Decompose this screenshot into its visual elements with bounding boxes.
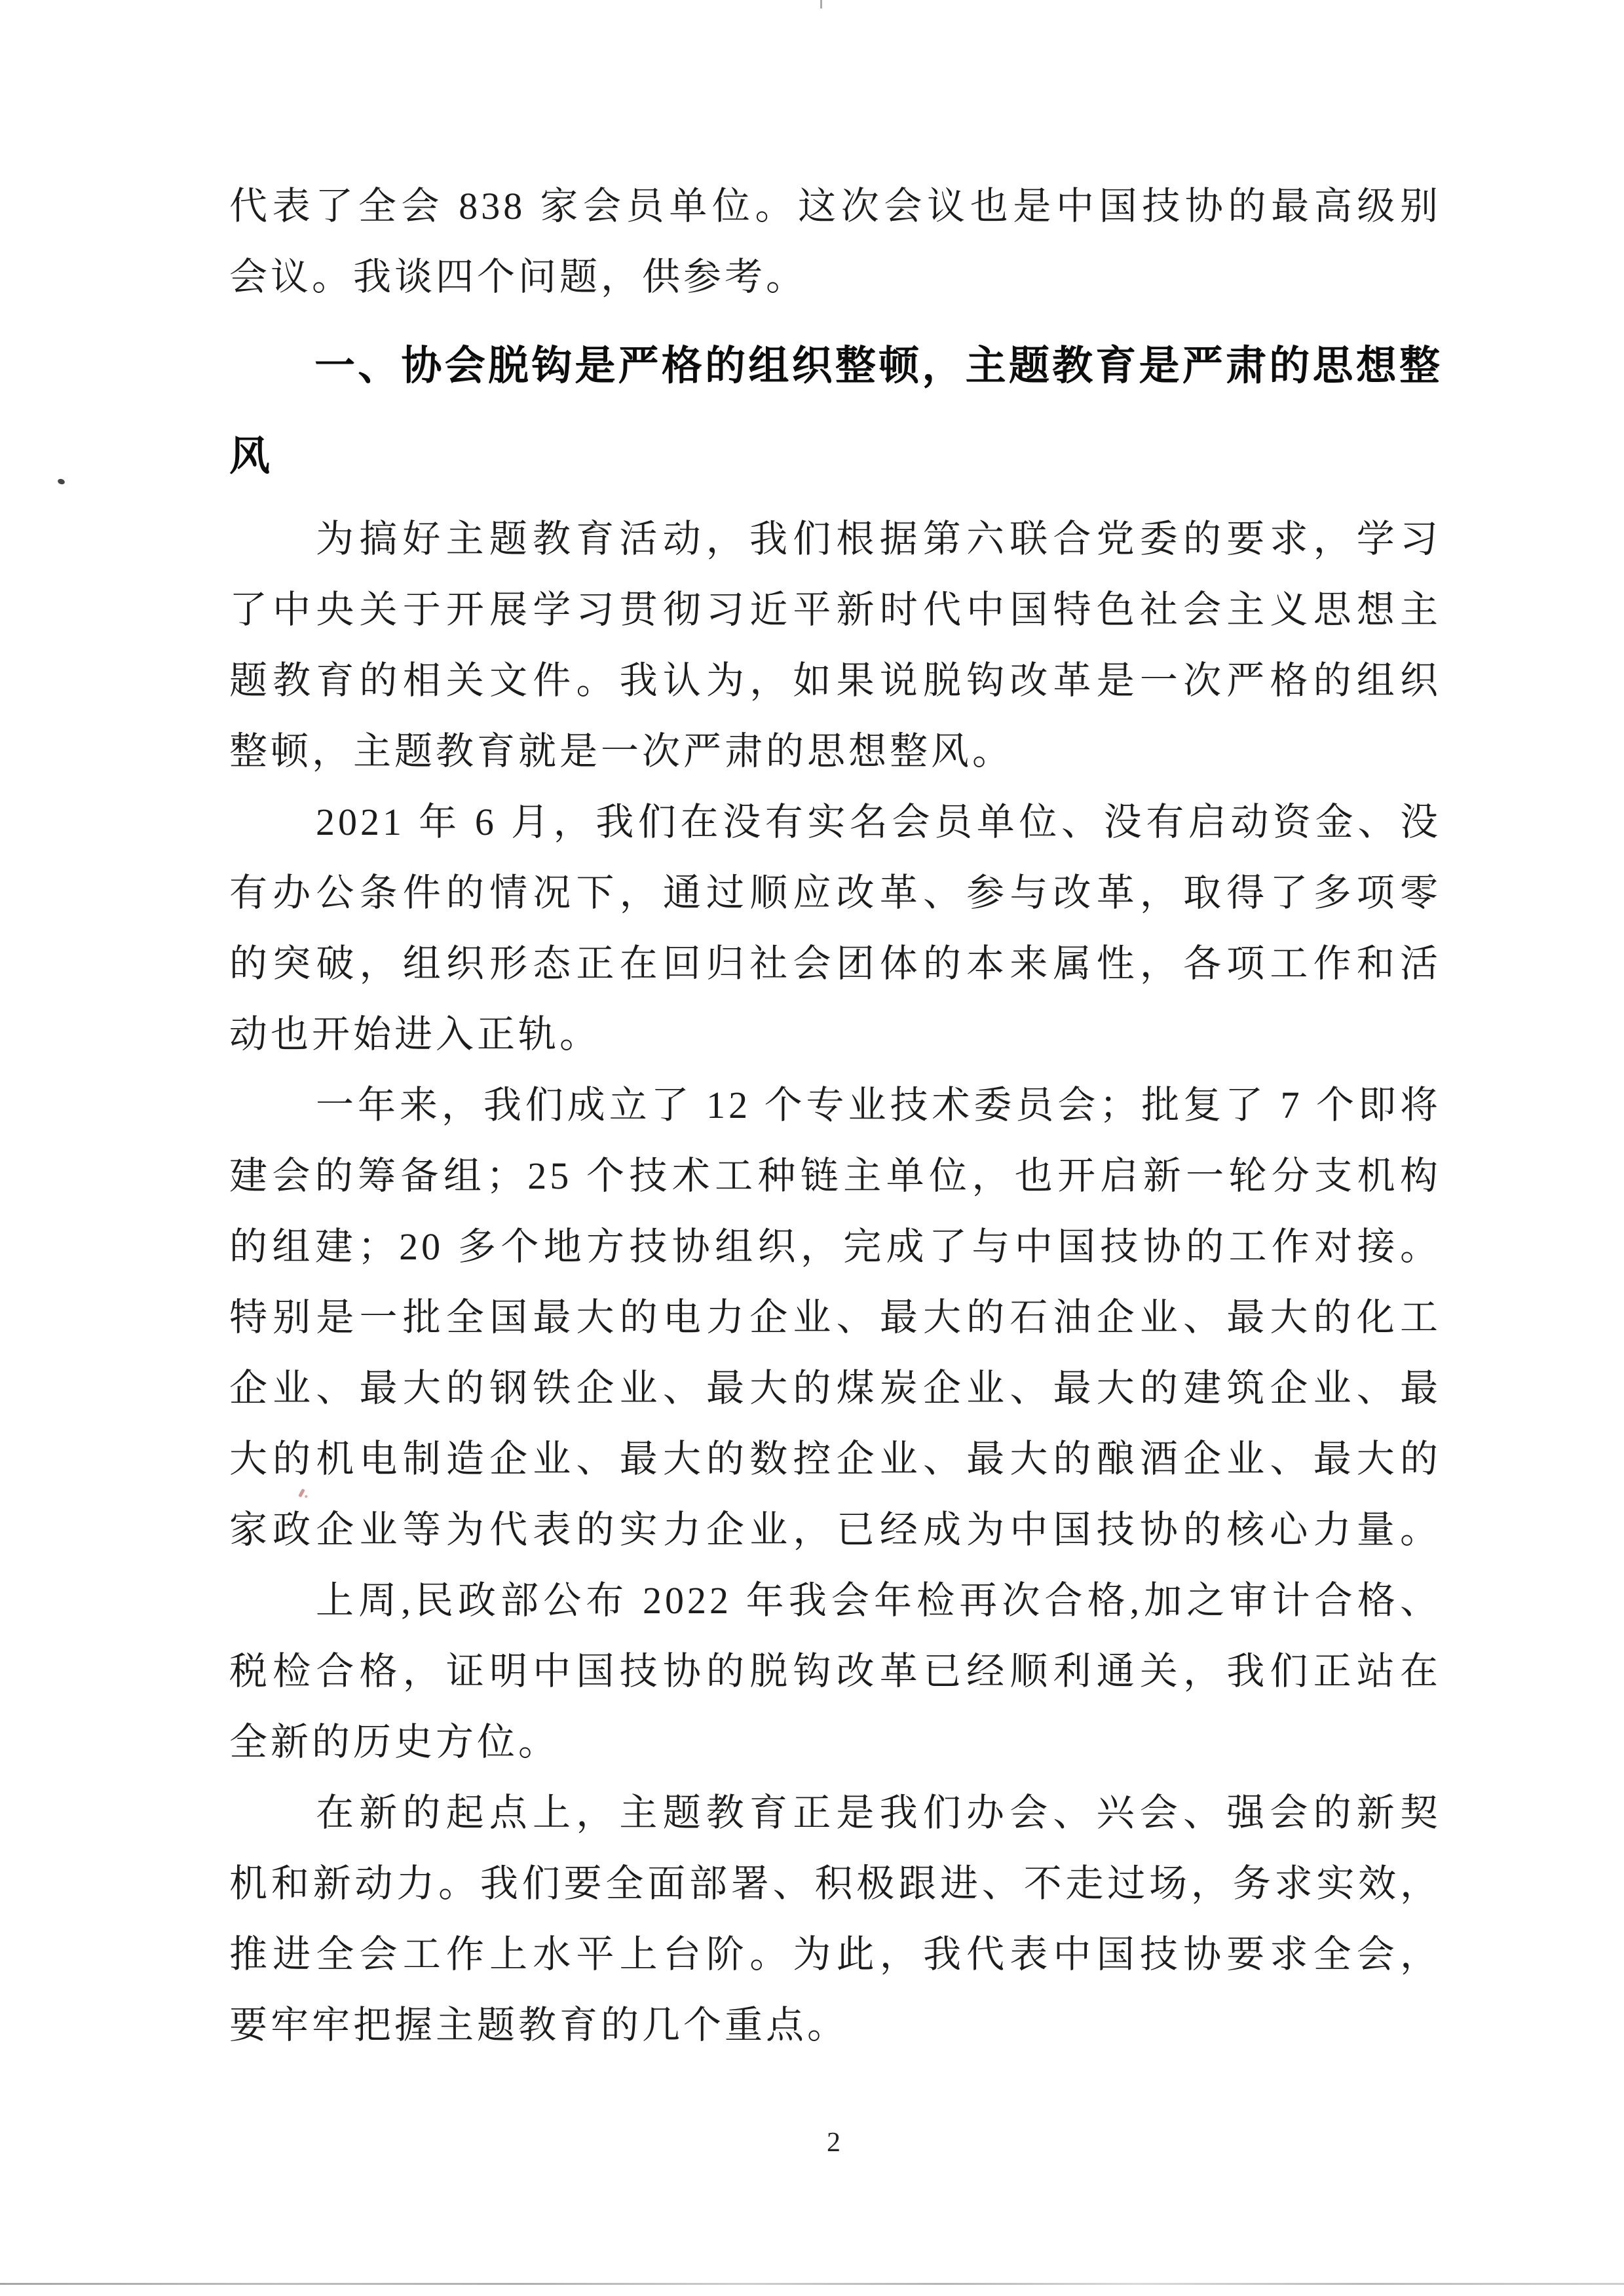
text-line: 上周,民政部公布 2022 年我会年检再次合格,加之审计合格、 bbox=[316, 1579, 1441, 1622]
text-line: 建会的筹备组；25 个技术工种链主单位，也开启新一轮分支机构 bbox=[229, 1155, 1441, 1197]
text-line: 推进全会工作上水平上台阶。为此，我代表中国技协要求全会， bbox=[229, 1933, 1441, 1976]
text-line: 要牢牢把握主题教育的几个重点。 bbox=[229, 2004, 849, 2046]
document-body bbox=[229, 171, 1441, 2061]
text-line: 机和新动力。我们要全面部署、积极跟进、不走过场，务求实效， bbox=[229, 1862, 1441, 1905]
text-line: 全新的历史方位。 bbox=[229, 1721, 560, 1763]
text-line: 家政企业等为代表的实力企业，已经成为中国技协的核心力量。 bbox=[229, 1508, 1441, 1551]
text-line: 2021 年 6 月，我们在没有实名会员单位、没有启动资金、没 bbox=[316, 801, 1441, 843]
page-number-value: 2 bbox=[827, 2128, 840, 2158]
scan-top-tick-mark bbox=[820, 0, 822, 9]
text-line: 整顿，主题教育就是一次严肃的思想整风。 bbox=[229, 730, 1014, 773]
text-line: 代表了全会 838 家会员单位。这次会议也是中国技协的最高级别 bbox=[229, 185, 1441, 227]
text-line: 在新的起点上，主题教育正是我们办会、兴会、强会的新契 bbox=[316, 1791, 1441, 1834]
text-line: 大的机电制造企业、最大的数控企业、最大的酿酒企业、最大的 bbox=[229, 1438, 1441, 1480]
text-line: 的突破，组织形态正在回归社会团体的本来属性，各项工作和活 bbox=[229, 942, 1441, 985]
text-line: 题教育的相关文件。我认为，如果说脱钩改革是一次严格的组织 bbox=[229, 659, 1441, 702]
stray-dot-mark bbox=[57, 478, 66, 485]
text-line: 有办公条件的情况下，通过顺应改革、参与改革，取得了多项零 bbox=[229, 871, 1441, 914]
heading-line-2: 风 bbox=[229, 434, 272, 479]
scan-bottom-edge-line bbox=[0, 2283, 1624, 2285]
text-line: 一年来，我们成立了 12 个专业技术委员会；批复了 7 个即将 bbox=[316, 1084, 1441, 1126]
text-line: 会议。我谈四个问题，供参考。 bbox=[229, 256, 808, 298]
text-line: 动也开始进入正轨。 bbox=[229, 1013, 601, 1056]
page-number bbox=[0, 2127, 1624, 2158]
text-line: 了中央关于开展学习贯彻习近平新时代中国特色社会主义思想主 bbox=[229, 588, 1441, 631]
text-line: 特别是一批全国最大的电力企业、最大的石油企业、最大的化工 bbox=[229, 1296, 1441, 1339]
text-line: 为搞好主题教育活动，我们根据第六联合党委的要求，学习 bbox=[316, 518, 1441, 560]
heading-line-1: 一、协会脱钩是严格的组织整顿，主题教育是严肃的思想整 bbox=[314, 343, 1441, 389]
text-line: 企业、最大的钢铁企业、最大的煤炭企业、最大的建筑企业、最 bbox=[229, 1367, 1441, 1409]
text-line: 税检合格，证明中国技协的脱钩改革已经顺利通关，我们正站在 bbox=[229, 1650, 1441, 1693]
text-line: 的组建；20 多个地方技协组织，完成了与中国技协的工作对接。 bbox=[229, 1225, 1441, 1268]
